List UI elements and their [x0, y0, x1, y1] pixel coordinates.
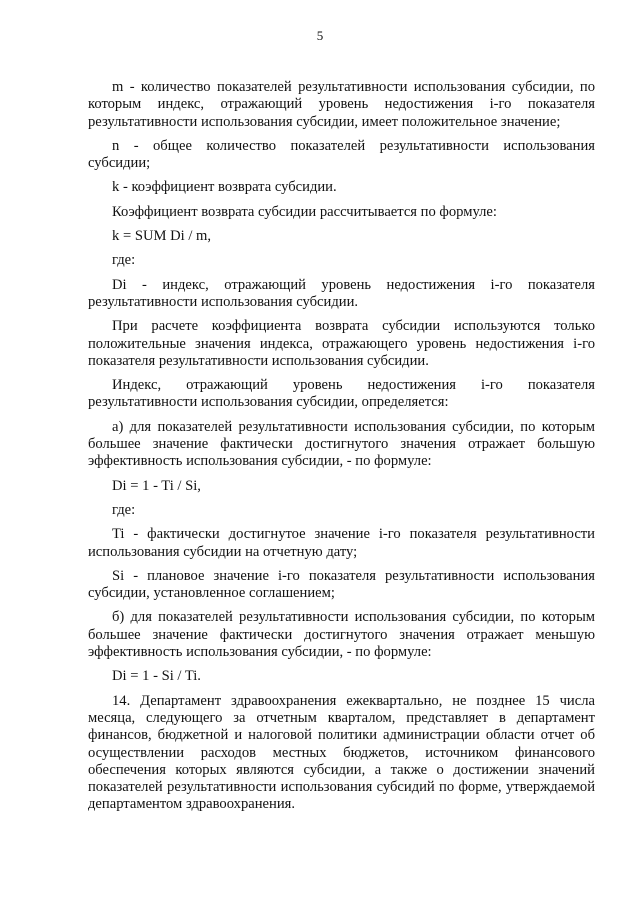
- where-label-2: где:: [112, 501, 136, 518]
- document-body: [88, 79, 595, 821]
- paragraph-k-formula-intro: Коэффициент возврата субсидии рассчитывается по формуле:: [112, 203, 497, 220]
- paragraph-ti-definition: Ti - фактически достигнутое значение i-го показателя результативности использования субсидии на отчетную дату;: [88, 526, 595, 560]
- paragraph-positive-values: При расчете коэффициента возврата субсидии используются только положительные значения индекса, отражающего уровень недостижения i-го показателя результативности использования субсидии.: [88, 318, 595, 369]
- paragraph-case-b: б) для показателей результативности использования субсидии, по которым большее значение фактически достигнутого значения отражает меньшую эффективность использования субсидии, - по формуле:: [88, 609, 595, 661]
- formula-di-a: Di = 1 - Ti / Si,: [112, 477, 201, 494]
- paragraph-14-report: 14. Департамент здравоохранения ежеквартально, не позднее 15 числа месяца, следующего за отчетным кварталом, представляет в департамент финансов, бюджетной и налоговой политики администрации области отчет об осуществлении расходов местных бюджетов, источником финансового обеспечения которых являются субсидии, а также о достижении значений показателей результативности использования субсидий по форме, утверждаемой департаментом здравоохранения.: [88, 692, 595, 813]
- paragraph-n-definition: n - общее количество показателей результативности использования субсидии;: [88, 137, 595, 172]
- page-number: 5: [316, 28, 324, 43]
- formula-di-b: Di = 1 - Si / Ti.: [112, 668, 201, 685]
- paragraph-m-definition: m - количество показателей результативности использования субсидии, по которым индекс, отражающий уровень недостижения i-го показателя результативности использования субсидии, имеет положительное значение;: [88, 79, 595, 130]
- formula-k: k = SUM Di / m,: [112, 228, 212, 245]
- paragraph-di-definition: Di - индекс, отражающий уровень недостижения i-го показателя результативности использования субсидии.: [88, 276, 595, 310]
- paragraph-k-definition: k - коэффициент возврата субсидии.: [112, 179, 337, 196]
- where-label-1: где:: [112, 252, 136, 269]
- paragraph-si-definition: Si - плановое значение i-го показателя результативности использования субсидии, установленное соглашением;: [88, 567, 595, 602]
- paragraph-case-a: а) для показателей результативности использования субсидии, по которым большее значение фактически достигнутого значения отражает большую эффективность использования субсидии, - по формуле:: [88, 418, 595, 470]
- paragraph-index-determined: Индекс, отражающий уровень недостижения i-го показателя результативности использования субсидии, определяется:: [88, 377, 595, 411]
